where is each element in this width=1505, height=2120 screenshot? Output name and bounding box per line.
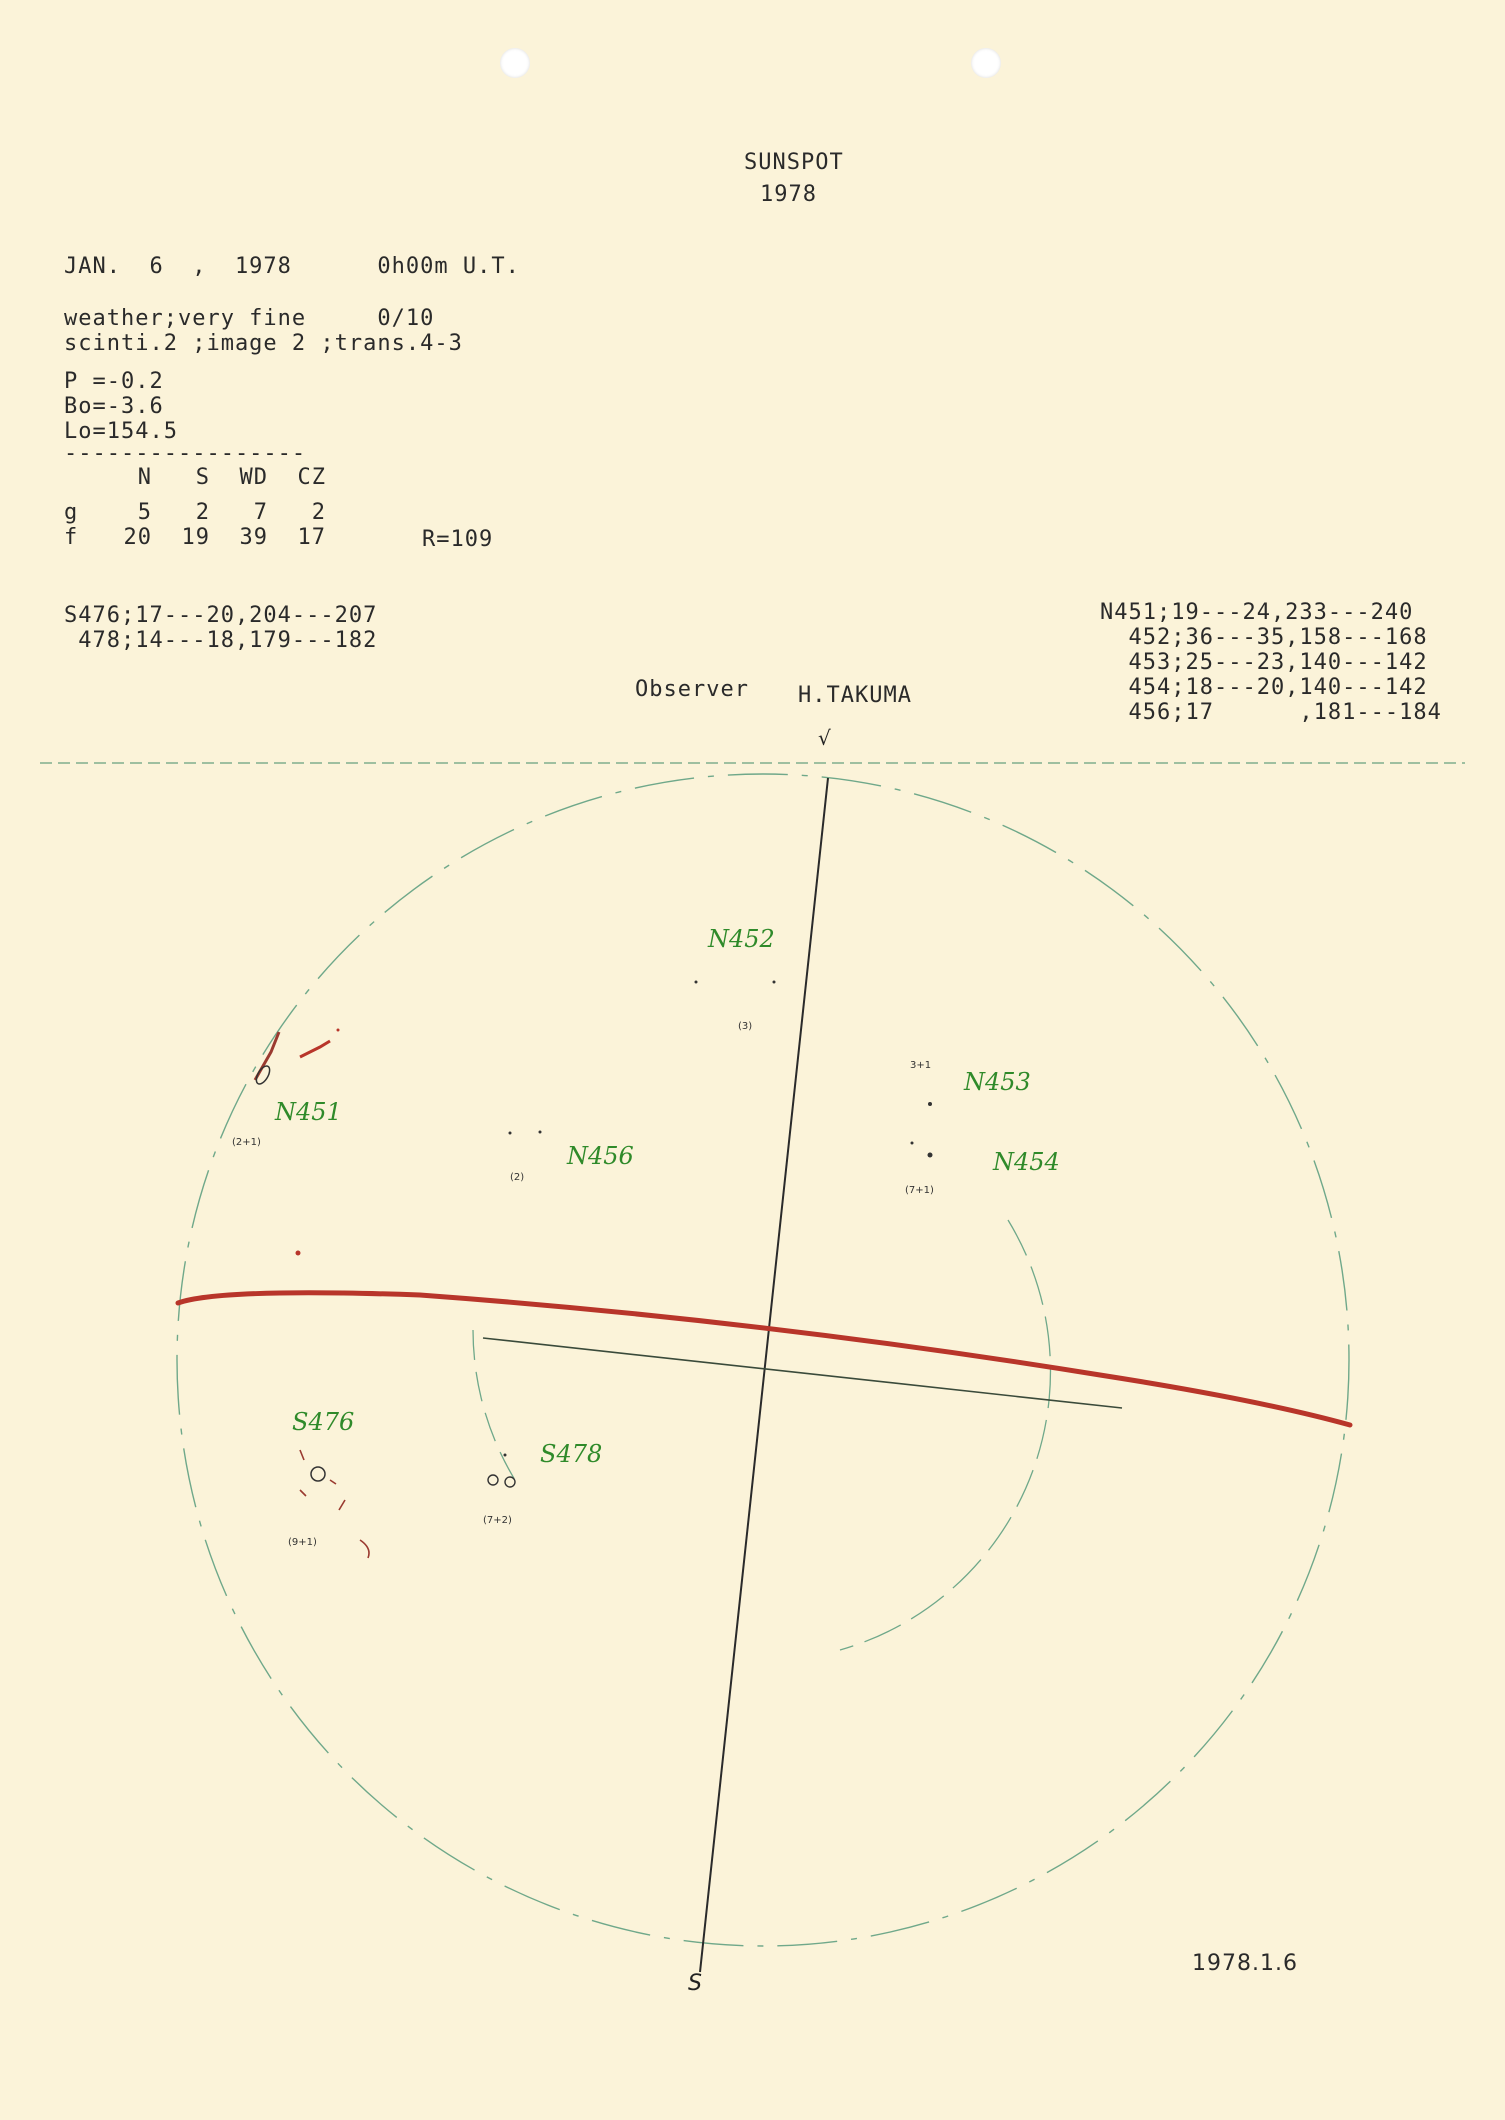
f-wd: 39: [239, 525, 268, 550]
col-s: S: [195, 465, 210, 490]
col-cz: CZ: [297, 465, 326, 490]
s478-spot: [505, 1477, 515, 1487]
col-n: N: [137, 465, 152, 490]
f-n: 20: [123, 525, 152, 550]
row-label-g: g: [64, 500, 79, 525]
conditions-line: scinti.2 ;image 2 ;trans.4-3: [64, 331, 463, 356]
region-right-2: 453;25---23,140---142: [1100, 650, 1428, 675]
date-line: JAN. 6 , 1978 0h00m U.T.: [64, 254, 520, 279]
page-title: SUNSPOT: [744, 150, 844, 175]
n454-spot: [911, 1142, 914, 1145]
note-s478-count: (7+2): [483, 1515, 512, 1526]
label-n453: N453: [964, 1068, 1031, 1096]
g-n: 5: [137, 500, 152, 525]
region-right-1: 452;36---35,158---168: [1100, 625, 1428, 650]
note-n451-count: (2+1): [232, 1137, 261, 1148]
col-wd: WD: [239, 465, 268, 490]
n451-spot-group: [300, 1041, 330, 1057]
lo-line: Lo=154.5: [64, 419, 178, 444]
g-s: 2: [195, 500, 210, 525]
inner-arc-left: [473, 1330, 515, 1480]
note-n454-count: (7+1): [905, 1185, 934, 1196]
n451-small-spot: [337, 1029, 340, 1032]
n452-spot: [695, 981, 698, 984]
inner-arc-right: [840, 1220, 1050, 1650]
region-left-0: S476;17---20,204---207: [64, 603, 378, 628]
r-value: R=109: [422, 527, 494, 552]
s478-small-spot: [504, 1454, 507, 1457]
polar-axis-line: [700, 778, 828, 1972]
n456-spot: [539, 1131, 542, 1134]
bo-line: Bo=-3.6: [64, 394, 164, 419]
label-s476: S476: [292, 1408, 355, 1436]
p-angle-line: P =-0.2: [64, 369, 164, 394]
region-right-0: N451;19---24,233---240: [1100, 600, 1414, 625]
f-s: 19: [181, 525, 210, 550]
south-mark: S: [688, 1971, 702, 1996]
north-check-mark: √: [818, 726, 831, 750]
page-year: 1978: [760, 182, 817, 207]
region-right-3: 454;18---20,140---142: [1100, 675, 1428, 700]
g-wd: 7: [253, 500, 268, 525]
limb-red-spot: [296, 1251, 301, 1256]
reference-line: [483, 1338, 1122, 1408]
note-s476-count: (9+1): [288, 1537, 317, 1548]
observer-name: H.TAKUMA: [798, 683, 912, 708]
s478-spot: [488, 1475, 498, 1485]
n456-spot: [509, 1132, 512, 1135]
footer-date: 1978.1.6: [1192, 1951, 1298, 1976]
f-cz: 17: [297, 525, 326, 550]
note-n456-count: (2): [510, 1172, 525, 1183]
label-s478: S478: [540, 1440, 603, 1468]
observer-label: Observer: [635, 677, 749, 702]
n453-spot: [928, 1102, 932, 1106]
region-right-4: 456;17 ,181---184: [1100, 700, 1442, 725]
label-n451: N451: [275, 1098, 342, 1126]
label-n454: N454: [993, 1148, 1060, 1176]
s476-spot: [311, 1467, 325, 1481]
row-label-f: f: [64, 525, 79, 550]
note-n452-count: (3): [738, 1021, 753, 1032]
label-n456: N456: [567, 1142, 634, 1170]
weather-line: weather;very fine 0/10: [64, 306, 435, 331]
note-n453-count: 3+1: [910, 1060, 932, 1071]
n452-spot: [773, 981, 776, 984]
solar-equator-line: [178, 1293, 1350, 1425]
region-left-1: 478;14---18,179---182: [64, 628, 378, 653]
divider-line: -----------------: [64, 441, 307, 466]
n454-spot: [928, 1153, 933, 1158]
label-n452: N452: [708, 925, 775, 953]
g-cz: 2: [311, 500, 326, 525]
